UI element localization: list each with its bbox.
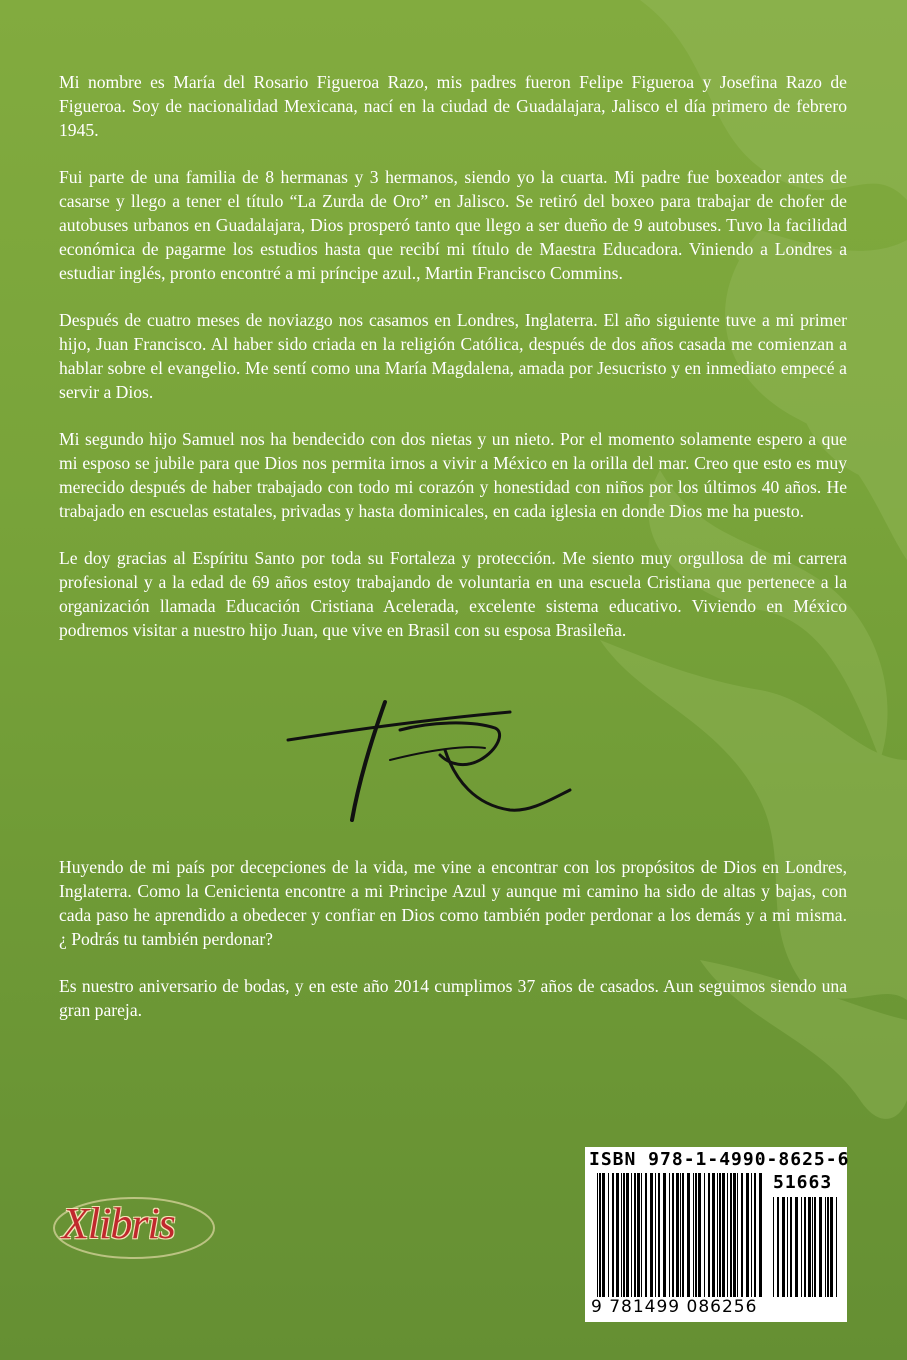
barcode-bar xyxy=(597,1173,598,1297)
barcode-bar xyxy=(693,1173,694,1297)
barcode-bar xyxy=(812,1197,813,1297)
isbn-barcode xyxy=(585,1147,850,1322)
paragraph-7: Es nuestro aniversario de bodas, y en este año 2014 cumplimos 37 años de casados. Aun seguimos siendo una gran pareja. xyxy=(59,976,847,1020)
barcode-bar xyxy=(819,1197,822,1297)
barcode-bar xyxy=(634,1173,636,1297)
barcode-bar xyxy=(695,1173,697,1297)
barcode-bar xyxy=(782,1197,785,1297)
price-code: 51663 xyxy=(773,1172,833,1193)
publisher-logo xyxy=(52,1188,222,1268)
closing-text xyxy=(59,855,847,1045)
barcode-bar xyxy=(751,1173,752,1297)
barcode-bar xyxy=(663,1173,666,1297)
paragraph-2: Fui parte de una familia de 8 hermanas y 3 hermanos, siendo yo la cuarta. Mi padre fue boxeador antes de casarse y llego a tener el título “La Zurda de Oro” en Jalisco. Se retiró del boxeo para trabajar de chofer de autobuses urbanos en Guadalajara, Dios prosperó tanto que llego a ser dueño de 9 autobuses. Tuvo la facilidad económica de pagarme los estudios hasta que recibí mi título de Maestra Educadora. Viniendo a Londres a estudiar inglés, pronto encontré a mi príncipe azul., Martin Francisco Commins. xyxy=(59,167,847,283)
barcode-bar xyxy=(808,1197,811,1297)
barcode-bar xyxy=(616,1173,619,1297)
barcode-bar xyxy=(814,1197,816,1297)
barcode-bar xyxy=(754,1173,756,1297)
barcode-bar xyxy=(722,1173,725,1297)
barcode-bar xyxy=(712,1173,715,1297)
barcode-bar xyxy=(741,1173,743,1297)
barcode-bar xyxy=(804,1197,806,1297)
barcode-bar xyxy=(708,1173,710,1297)
barcode-bar xyxy=(658,1173,660,1297)
barcode-bar xyxy=(759,1173,762,1297)
barcode-bar xyxy=(827,1197,829,1297)
paragraph-6: Huyendo de mi país por decepciones de la vida, me vine a encontrar con los propósitos de Dios en Londres, Inglaterra. Como la Cenicienta encontre a mi Principe Azul y aunque mi camino ha sido de altas y bajas, con cada paso he aprendido a obedecer y confiar en Dios como también poder perdonar a los demás y a mi misma. ¿ Podrás tu también perdonar? xyxy=(59,857,847,949)
barcode-bar xyxy=(641,1173,642,1297)
barcode-bar xyxy=(599,1173,601,1297)
barcode-bar xyxy=(704,1173,705,1297)
barcode-bar xyxy=(637,1173,640,1297)
barcode-bar xyxy=(626,1173,629,1297)
paragraph-3: Después de cuatro meses de noviazgo nos casamos en Londres, Inglaterra. El año siguiente tuve a mi primer hijo, Juan Francisco. Al haber sido criada en la religión Católica, después de dos años casada me comienzan a hablar sobre el evangelio. Me sentí como una María Magdalena, amada por Jesucristo y en inmediato empecé a servir a Dios. xyxy=(59,310,847,402)
publisher-logo-text: Xlibris xyxy=(62,1199,175,1248)
barcode-bar xyxy=(825,1197,826,1297)
barcode-bar xyxy=(602,1173,605,1297)
barcode-bar xyxy=(645,1173,647,1297)
barcode-bar xyxy=(795,1197,798,1297)
barcode-bar xyxy=(680,1173,681,1297)
barcode-bar xyxy=(682,1173,684,1297)
author-signature xyxy=(280,690,580,830)
barcode-bar xyxy=(730,1173,732,1297)
barcode-bar xyxy=(650,1173,653,1297)
barcode-bar xyxy=(733,1173,736,1297)
barcode-bar xyxy=(676,1173,679,1297)
barcode-bar xyxy=(672,1173,674,1297)
biography-text xyxy=(59,70,847,665)
barcode-bar xyxy=(801,1197,802,1297)
barcode-bar xyxy=(698,1173,701,1297)
barcode-bar xyxy=(777,1197,779,1297)
barcode-bar xyxy=(669,1173,670,1297)
barcode-bar xyxy=(787,1197,788,1297)
barcode-bar xyxy=(746,1173,749,1297)
barcode-bar xyxy=(717,1173,718,1297)
paragraph-4: Mi segundo hijo Samuel nos ha bendecido con dos nietas y un nieto. Por el momento solamente espero a que mi esposo se jubile para que Dios nos permita irnos a vivir a México en la orilla del mar. Creo que esto es muy merecido después de haber trabajado con todo mi corazón y honestidad con niños por los últimos 40 años. He trabajado en escuelas estatales, privadas y hasta dominicales, en cada iglesia en donde Dios me ha puesto. xyxy=(59,429,847,521)
barcode-bar xyxy=(836,1197,837,1297)
paragraph-1: Mi nombre es María del Rosario Figueroa Razo, mis padres fueron Felipe Figueroa y Josefina Razo de Figueroa. Soy de nacionalidad Mexicana, nací en la ciudad de Guadalajara, Jalisco el día primero de febrero 1945. xyxy=(59,72,847,140)
barcode-bar xyxy=(830,1197,833,1297)
barcode-bar xyxy=(612,1173,614,1297)
barcode-bar xyxy=(655,1173,656,1297)
paragraph-5: Le doy gracias al Espíritu Santo por toda su Fortaleza y protección. Me siento muy orgullosa de mi carrera profesional y a la edad de 69 años estoy trabajando de voluntaria en una escuela Cristiana que pertenece a la organización llamada Educación Cristiana Acelerada, excelente sistema educativo. Viviendo en México podremos visitar a nuestro hijo Juan, que vive en Brasil con su esposa Brasileña. xyxy=(59,548,847,640)
barcode-bars xyxy=(585,1147,850,1322)
barcode-bar xyxy=(790,1197,792,1297)
barcode-bar xyxy=(727,1173,728,1297)
barcode-bar xyxy=(621,1173,622,1297)
barcode-bar xyxy=(608,1173,609,1297)
barcode-digits: 9 781499 086256 xyxy=(591,1297,758,1317)
isbn-text: ISBN 978-1-4990-8625-6 xyxy=(589,1149,850,1170)
barcode-bar xyxy=(719,1173,721,1297)
barcode-bar xyxy=(773,1197,774,1297)
barcode-bar xyxy=(631,1173,632,1297)
barcode-bar xyxy=(687,1173,690,1297)
barcode-bar xyxy=(623,1173,625,1297)
barcode-bar xyxy=(737,1173,738,1297)
